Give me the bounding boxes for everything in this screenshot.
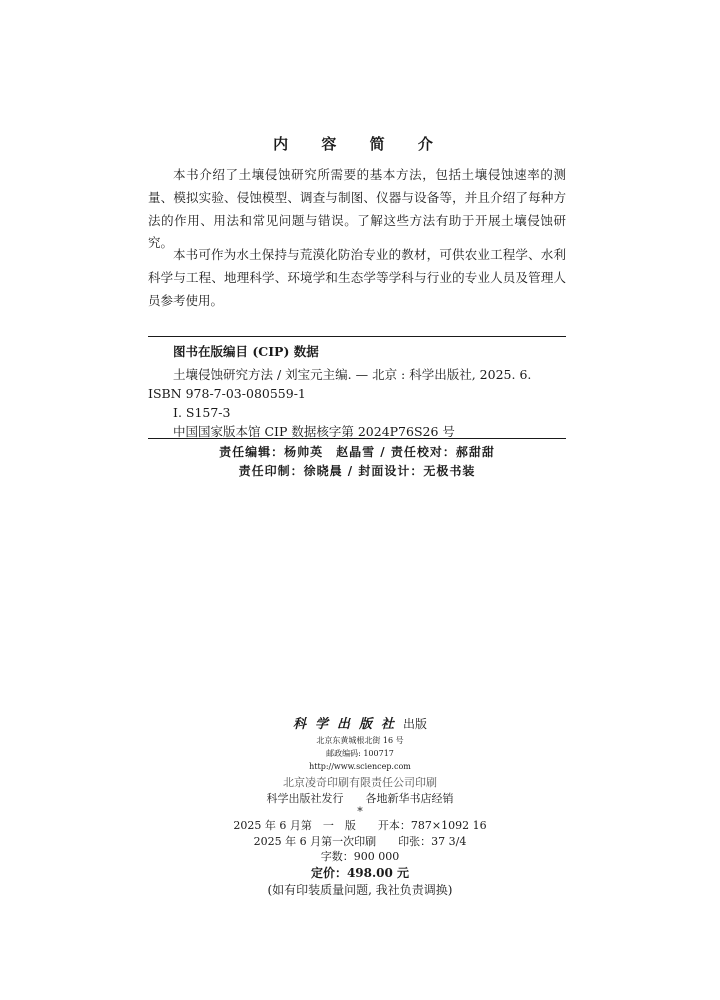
cip-record-number: 中国国家版本馆 CIP 数据核字第 2024P76S26 号 <box>173 424 455 439</box>
printer-line: 北京凌奇印刷有限责任公司印刷 <box>283 776 437 789</box>
cip-block <box>148 342 566 441</box>
publisher-name: 科学出版社 <box>292 717 403 732</box>
staff-credits <box>148 443 566 481</box>
staff-production: 责任印制：徐晓晨 / 封面设计：无极书装 <box>238 464 476 478</box>
staff-editors: 责任编辑：杨帅英 赵晶雪 / 责任校对：郝甜甜 <box>219 445 495 459</box>
publisher-address: 北京东黄城根北街 16 号 <box>316 736 404 745</box>
price: 定价：498.00 元 <box>310 865 410 880</box>
cip-classification: Ⅰ. S157-3 <box>173 405 231 420</box>
cip-isbn: ISBN 978-7-03-080559-1 <box>148 386 306 401</box>
intro-paragraph-1: 本书介绍了土壤侵蚀研究所需要的基本方法，包括土壤侵蚀速率的测量、模拟实验、侵蚀模型、调查与制图、仪器与设备等，并且介绍了每种方法的作用、用法和常见问题与错误。了解这些方法有助于开展土壤侵蚀研究。 <box>148 167 566 251</box>
publisher-website: http://www.sciencep.com <box>309 762 411 771</box>
cip-heading: 图书在版编目 (CIP) 数据 <box>173 344 319 359</box>
separator-star: * <box>357 805 363 818</box>
cip-catalog-line: 土壤侵蚀研究方法 / 刘宝元主编. — 北京 : 科学出版社, 2025. 6. <box>173 367 532 382</box>
cip-top-rule <box>148 336 566 337</box>
quality-note: (如有印装质量问题, 我社负责调换) <box>267 882 453 897</box>
print-line: 2025 年 6 月第一次印刷 印张：37 3/4 <box>253 834 467 848</box>
distribution-line: 科学出版社发行 各地新华书店经销 <box>266 791 454 805</box>
cip-bottom-rule <box>148 438 566 439</box>
imprint-block <box>0 715 720 899</box>
page-title: 内 容 简 介 <box>273 135 447 153</box>
word-count: 字数：900 000 <box>320 850 400 863</box>
edition-line: 2025 年 6 月第 一 版 开本：787×1092 16 <box>233 819 487 832</box>
publisher-suffix: 出版 <box>403 717 428 731</box>
intro-paragraph-2: 本书可作为水土保持与荒漠化防治专业的教材，可供农业工程学、水利科学与工程、地理科学、环境学和生态学等学科与行业的专业人员及管理人员参考使用。 <box>148 247 566 308</box>
publisher-postcode: 邮政编码: 100717 <box>326 749 394 758</box>
